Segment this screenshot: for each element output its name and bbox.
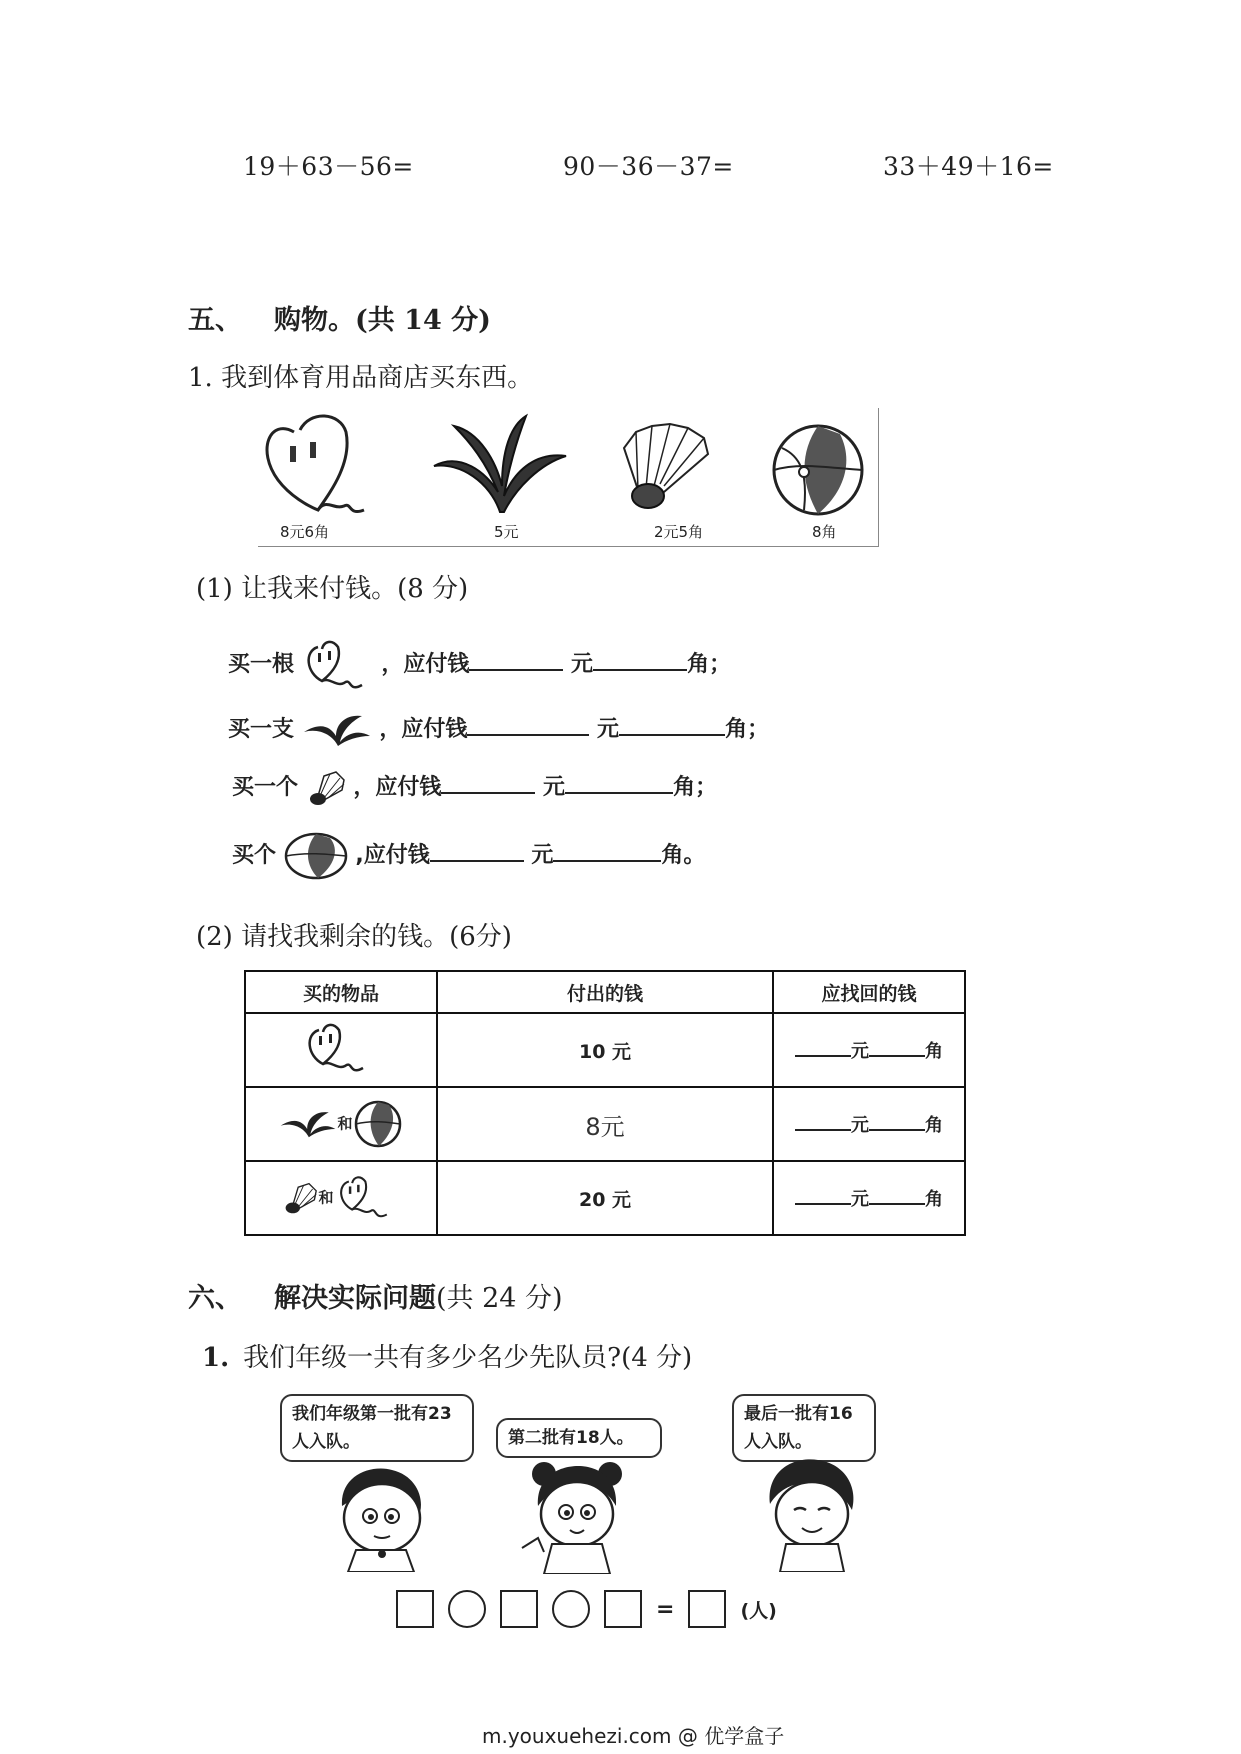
speech-bubble-3: 最后一批有16人入队。 <box>732 1394 876 1462</box>
answer-box-3[interactable] <box>604 1590 642 1628</box>
calc-3: 33＋49＋16= <box>883 152 1054 181</box>
jiao-label: 角。 <box>661 843 706 868</box>
answer-box-2[interactable] <box>500 1590 538 1628</box>
change-cell <box>773 1013 965 1087</box>
beach-ball-icon <box>284 832 348 880</box>
paid-cell: 20 元 <box>437 1161 773 1235</box>
badminton-shuttlecock-icon <box>282 1181 318 1215</box>
section-6-score: (共 24 分) <box>436 1283 563 1314</box>
beach-ball-icon <box>353 1099 403 1149</box>
product-strip <box>258 408 879 547</box>
section-5-number: 五、 <box>188 305 242 336</box>
jiao-label: 角 <box>925 1189 943 1210</box>
jump-rope-icon <box>302 637 374 693</box>
yuan-blank[interactable] <box>795 1111 851 1131</box>
pay-line-mid: ，应付钱 <box>379 717 468 742</box>
speech-bubble-1: 我们年级第一批有23人入队。 <box>280 1394 474 1462</box>
paid-cell: 8元 <box>437 1087 773 1161</box>
part-1-title: (1) 让我来付钱。(8 分) <box>196 574 469 604</box>
jiao-blank[interactable] <box>593 647 687 671</box>
question-6-1-number: 1. <box>202 1343 230 1373</box>
price-ball: 8角 <box>812 523 837 541</box>
jiao-blank[interactable] <box>619 712 725 736</box>
shuttlecock-plant-icon <box>279 1107 337 1141</box>
yuan-blank[interactable] <box>795 1185 851 1205</box>
shuttlecock-plant-icon <box>430 412 570 520</box>
equation-row <box>396 1590 777 1628</box>
boy-2-illustration <box>756 1454 866 1572</box>
pay-line-mid: ,应付钱 <box>355 843 430 868</box>
equals-sign: = <box>656 1596 675 1622</box>
items-cell <box>245 1087 437 1161</box>
pay-line-ball <box>232 832 705 880</box>
jiao-blank[interactable] <box>869 1111 925 1131</box>
badminton-shuttlecock-icon <box>618 422 714 512</box>
change-cell <box>773 1161 965 1235</box>
part-2-title: (2) 请找我剩余的钱。(6分) <box>196 922 512 952</box>
girl-illustration <box>518 1458 638 1574</box>
and-label: 和 <box>337 1114 353 1133</box>
pay-line-mid: ，应付钱 <box>353 775 442 800</box>
jiao-blank[interactable] <box>553 838 661 862</box>
header-items: 买的物品 <box>245 971 437 1013</box>
pay-line-mid: ，应付钱 <box>381 652 470 677</box>
jump-rope-icon <box>301 1020 381 1076</box>
items-cell <box>245 1161 437 1235</box>
operator-circle-2[interactable] <box>552 1590 590 1628</box>
pay-line-rope <box>228 637 731 693</box>
yuan-label: 元 <box>597 717 620 742</box>
yuan-blank[interactable] <box>795 1037 851 1057</box>
jump-rope-icon <box>334 1168 400 1228</box>
section-5-heading <box>188 298 491 337</box>
footer-watermark: m.youxuehezi.com @ 优学盒子 <box>482 1724 785 1748</box>
price-rope: 8元6角 <box>280 523 330 541</box>
pay-line-prefix: 买一个 <box>232 775 299 800</box>
header-paid: 付出的钱 <box>437 971 773 1013</box>
section-5-title: 购物。(共 14 分) <box>274 305 491 336</box>
jump-rope-icon <box>260 410 390 522</box>
yuan-blank[interactable] <box>467 712 589 736</box>
items-cell <box>245 1013 437 1087</box>
and-label: 和 <box>318 1188 334 1207</box>
yuan-label: 元 <box>851 1189 869 1210</box>
pay-line-shuttlecock <box>232 770 717 806</box>
yuan-label: 元 <box>851 1115 869 1136</box>
shuttlecock-plant-icon <box>302 710 372 750</box>
change-cell <box>773 1087 965 1161</box>
badminton-shuttlecock-icon <box>306 770 346 806</box>
question-5-1: 1. 我到体育用品商店买东西。 <box>188 363 534 393</box>
pay-line-plant <box>228 710 769 750</box>
yuan-blank[interactable] <box>469 647 563 671</box>
yuan-label: 元 <box>571 652 594 677</box>
jiao-blank[interactable] <box>565 770 673 794</box>
jiao-label: 角 <box>925 1115 943 1136</box>
section-6-heading <box>188 1276 563 1315</box>
boy-1-illustration <box>326 1462 436 1572</box>
pay-line-prefix: 买一根 <box>228 652 295 677</box>
jiao-blank[interactable] <box>869 1185 925 1205</box>
answer-box-1[interactable] <box>396 1590 434 1628</box>
yuan-label: 元 <box>851 1041 869 1062</box>
pay-line-prefix: 买一支 <box>228 717 295 742</box>
yuan-label: 元 <box>531 843 554 868</box>
section-6-title: 解决实际问题 <box>274 1283 436 1314</box>
beach-ball-icon <box>770 422 866 518</box>
question-6-1 <box>202 1337 692 1374</box>
operator-circle-1[interactable] <box>448 1590 486 1628</box>
answer-box-result[interactable] <box>688 1590 726 1628</box>
jiao-label: 角 <box>925 1041 943 1062</box>
price-plant: 5元 <box>494 523 519 541</box>
question-6-1-text: 我们年级一共有多少名少先队员?(4 分) <box>243 1343 693 1373</box>
jiao-label: 角； <box>725 717 770 742</box>
section-6-number: 六、 <box>188 1283 242 1314</box>
calc-1: 19＋63－56= <box>243 152 414 181</box>
yuan-blank[interactable] <box>441 770 535 794</box>
header-change: 应找回的钱 <box>773 971 965 1013</box>
jiao-blank[interactable] <box>869 1037 925 1057</box>
price-shuttlecock: 2元5角 <box>654 523 704 541</box>
yuan-blank[interactable] <box>430 838 524 862</box>
jiao-label: 角； <box>687 652 732 677</box>
calc-2: 90－36－37= <box>563 152 734 181</box>
change-table <box>244 970 966 1236</box>
yuan-label: 元 <box>543 775 566 800</box>
paid-cell: 10 元 <box>437 1013 773 1087</box>
pay-line-prefix: 买个 <box>232 843 277 868</box>
jiao-label: 角； <box>673 775 718 800</box>
speech-bubble-2: 第二批有18人。 <box>496 1418 662 1458</box>
unit-label: (人) <box>740 1599 777 1622</box>
